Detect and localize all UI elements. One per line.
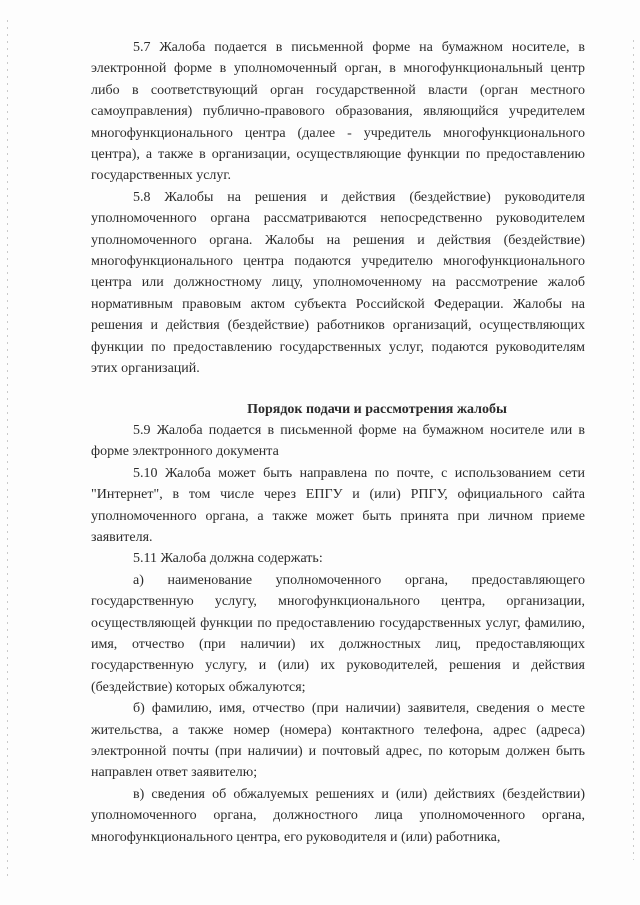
spacer <box>91 380 585 399</box>
paragraph-5-7: 5.7 Жалоба подается в письменной форме на бумажном носителе, в электронной форме в уполномоченный орган, в многофункциональный центр либо в соответствующий орган государственной власти (орган местного самоуправления) публично-правового образования, являющийся учредителем многофункционального центра (далее - учредитель многофункционального центра), а также в организации, осуществляющие функции по предоставлению государственных услуг. <box>91 40 585 184</box>
paragraph-5-8: 5.8 Жалобы на решения и действия (бездействие) руководителя уполномоченного органа рассматриваются непосредственно руководителем уполномоченного органа. Жалобы на решения и действия (бездействие) многофункционального центра подаются учредителю многофункционального центра или должностному лицу, уполномоченному на рассмотрение жалоб нормативным правовым актом субъекта Российской Федерации. Жалобы на решения и действия (бездействие) работников организаций, осуществляющих функции по предоставлению государственных услуг, подаются руководителям этих организаций. <box>91 189 585 377</box>
scan-edge-right <box>633 40 634 860</box>
paragraph-5-11: 5.11 Жалоба должна содержать: <box>133 551 323 567</box>
list-item-b: б) фамилию, имя, отчество (при наличии) заявителя, сведения о месте жительства, а также номер (номера) контактного телефона, адрес (адреса) электронной почты (при наличии) и почтовый адрес, по которым должен быть направлен ответ заявителю; <box>91 701 585 781</box>
paragraph-5-10: 5.10 Жалоба может быть направлена по почте, с использованием сети "Интернет", в том числе через ЕПГУ и (или) РПГУ, официального сайта уполномоченного органа, а также может быть принята при личном приеме заявителя. <box>91 465 585 545</box>
paragraph-5-9: 5.9 Жалоба подается в письменной форме на бумажном носителе или в форме электронного документа <box>91 422 585 460</box>
document-body <box>91 37 585 848</box>
section-heading: Порядок подачи и рассмотрения жалобы <box>247 401 507 417</box>
list-item-v: в) сведения об обжалуемых решениях и (или) действиях (бездействии) уполномоченного органа, должностного лица уполномоченного органа, многофункционального центра, его руководителя и (или) работника, <box>91 786 585 845</box>
list-item-a: а) наименование уполномоченного органа, предоставляющего государственную услугу, многофункционального центра, организации, осуществляющей функции по предоставлению государственных услуг, фамилию, имя, отчество (при наличии) их должностных лиц, предоставляющих государственную услугу, и (или) их руководителей, решения и действия (бездействие) которых обжалуются; <box>91 572 585 695</box>
scan-edge-left <box>7 20 8 880</box>
